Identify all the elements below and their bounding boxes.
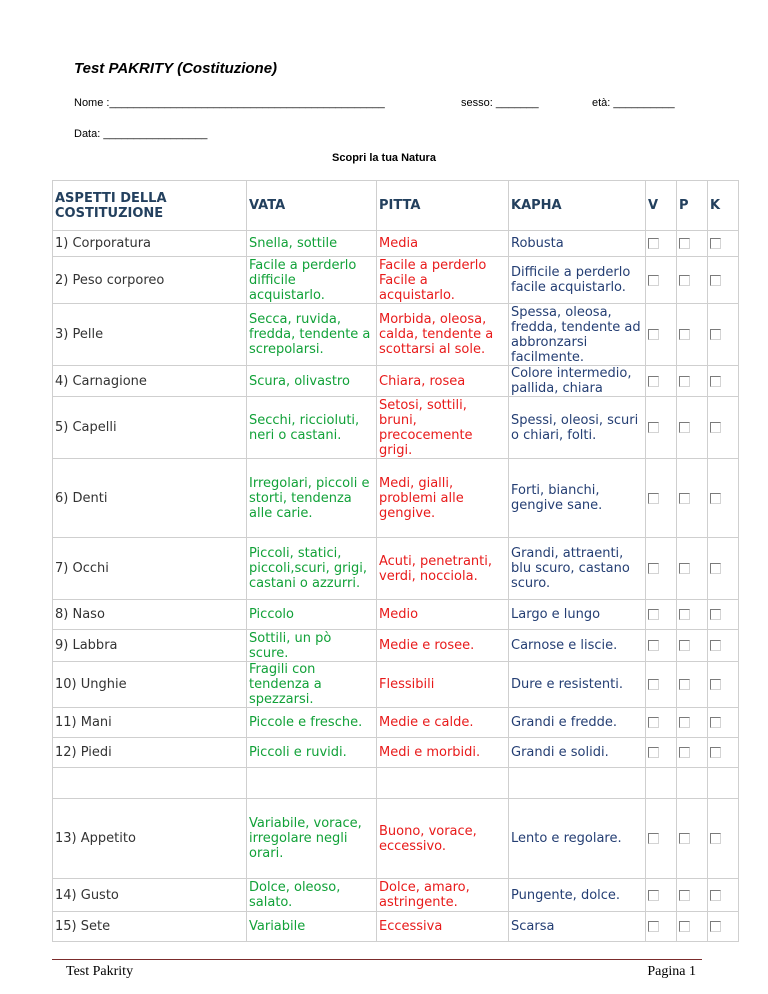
- kapha-checkbox[interactable]: [710, 238, 721, 249]
- vata-description: Piccoli, statici, piccoli,scuri, grigi, castani o azzurri.: [247, 538, 377, 600]
- kapha-description: Grandi e fredde.: [509, 708, 646, 738]
- kapha-description: Forti, bianchi, gengive sane.: [509, 459, 646, 538]
- aspect-label: 12) Piedi: [53, 738, 247, 768]
- kapha-description: Dure e resistenti.: [509, 662, 646, 708]
- vata-description: Variabile, vorace, irregolare negli orari.: [247, 799, 377, 879]
- footer-right: Pagina 1: [647, 964, 696, 979]
- pitta-description: Medio: [377, 600, 509, 630]
- vata-checkbox[interactable]: [648, 921, 659, 932]
- kapha-cell: [708, 662, 739, 708]
- pitta-cell: [677, 630, 708, 662]
- vata-cell: [646, 538, 677, 600]
- empty-cell: [708, 768, 739, 799]
- header-v: V: [646, 181, 677, 231]
- pitta-description: Medi e morbidi.: [377, 738, 509, 768]
- footer-left: Test Pakrity: [66, 964, 134, 979]
- pitta-description: Chiara, rosea: [377, 366, 509, 397]
- kapha-description: Lento e regolare.: [509, 799, 646, 879]
- vata-cell: [646, 879, 677, 912]
- kapha-checkbox[interactable]: [710, 833, 721, 844]
- vata-checkbox[interactable]: [648, 275, 659, 286]
- kapha-cell: [708, 912, 739, 942]
- aspect-label: 1) Corporatura: [53, 231, 247, 257]
- vata-checkbox[interactable]: [648, 563, 659, 574]
- date-field: Data: _________________: [74, 128, 208, 140]
- vata-checkbox[interactable]: [648, 717, 659, 728]
- kapha-description: Difficile a perderlo facile acquistarlo.: [509, 257, 646, 304]
- vata-description: Piccole e fresche.: [247, 708, 377, 738]
- vata-cell: [646, 662, 677, 708]
- kapha-cell: [708, 630, 739, 662]
- header-pitta: PITTA: [377, 181, 509, 231]
- kapha-description: Grandi e solidi.: [509, 738, 646, 768]
- pitta-description: Medi, gialli, problemi alle gengive.: [377, 459, 509, 538]
- empty-cell: [377, 768, 509, 799]
- pitta-description: Media: [377, 231, 509, 257]
- kapha-description: Carnose e liscie.: [509, 630, 646, 662]
- vata-cell: [646, 304, 677, 366]
- pitta-cell: [677, 708, 708, 738]
- pitta-checkbox[interactable]: [679, 238, 690, 249]
- pitta-description: Dolce, amaro, astringente.: [377, 879, 509, 912]
- vata-checkbox[interactable]: [648, 833, 659, 844]
- vata-description: Irregolari, piccoli e storti, tendenza alle carie.: [247, 459, 377, 538]
- sex-field: sesso: _______: [461, 97, 539, 109]
- table-row: [53, 397, 739, 459]
- pitta-cell: [677, 879, 708, 912]
- kapha-description: Scarsa: [509, 912, 646, 942]
- aspect-label: 15) Sete: [53, 912, 247, 942]
- header-k: K: [708, 181, 739, 231]
- name-field: Nome :_____________________________________________: [74, 97, 385, 109]
- kapha-checkbox[interactable]: [710, 679, 721, 690]
- vata-checkbox[interactable]: [648, 329, 659, 340]
- table-row: [53, 738, 739, 768]
- pitta-checkbox[interactable]: [679, 493, 690, 504]
- vata-description: Snella, sottile: [247, 231, 377, 257]
- vata-cell: [646, 459, 677, 538]
- pitta-description: Setosi, sottili, bruni, precocemente grigi.: [377, 397, 509, 459]
- kapha-cell: [708, 738, 739, 768]
- age-field: età: __________: [592, 97, 675, 109]
- section-subtitle: Scopri la tua Natura: [332, 152, 436, 164]
- pitta-checkbox[interactable]: [679, 717, 690, 728]
- vata-description: Variabile: [247, 912, 377, 942]
- kapha-cell: [708, 708, 739, 738]
- pitta-description: Eccessiva: [377, 912, 509, 942]
- vata-cell: [646, 366, 677, 397]
- pitta-cell: [677, 538, 708, 600]
- kapha-cell: [708, 397, 739, 459]
- vata-cell: [646, 708, 677, 738]
- aspect-label: 10) Unghie: [53, 662, 247, 708]
- table-row: [53, 459, 739, 538]
- kapha-checkbox[interactable]: [710, 275, 721, 286]
- pitta-cell: [677, 366, 708, 397]
- kapha-checkbox[interactable]: [710, 747, 721, 758]
- pitta-checkbox[interactable]: [679, 833, 690, 844]
- empty-cell: [53, 768, 247, 799]
- pitta-checkbox[interactable]: [679, 609, 690, 620]
- table-row: [53, 600, 739, 630]
- kapha-description: Grandi, attraenti, blu scuro, castano scuro.: [509, 538, 646, 600]
- kapha-cell: [708, 366, 739, 397]
- table-row: [53, 799, 739, 879]
- kapha-description: Spessa, oleosa, fredda, tendente ad abbronzarsi facilmente.: [509, 304, 646, 366]
- aspect-label: 13) Appetito: [53, 799, 247, 879]
- vata-description: Facile a perderlo difficile acquistarlo.: [247, 257, 377, 304]
- vata-cell: [646, 912, 677, 942]
- pitta-checkbox[interactable]: [679, 747, 690, 758]
- kapha-checkbox[interactable]: [710, 609, 721, 620]
- vata-cell: [646, 257, 677, 304]
- kapha-cell: [708, 538, 739, 600]
- vata-cell: [646, 799, 677, 879]
- footer-divider: [52, 959, 702, 960]
- vata-checkbox[interactable]: [648, 609, 659, 620]
- vata-checkbox[interactable]: [648, 679, 659, 690]
- kapha-cell: [708, 799, 739, 879]
- pitta-cell: [677, 231, 708, 257]
- kapha-checkbox[interactable]: [710, 890, 721, 901]
- aspect-label: 3) Pelle: [53, 304, 247, 366]
- document-title: Test PAKRITY (Costituzione): [74, 60, 278, 77]
- pitta-cell: [677, 662, 708, 708]
- kapha-checkbox[interactable]: [710, 717, 721, 728]
- pitta-description: Medie e rosee.: [377, 630, 509, 662]
- table-row: [53, 304, 739, 366]
- vata-cell: [646, 397, 677, 459]
- kapha-cell: [708, 879, 739, 912]
- pitta-description: Buono, vorace, eccessivo.: [377, 799, 509, 879]
- table-row: [53, 366, 739, 397]
- pitta-checkbox[interactable]: [679, 921, 690, 932]
- pitta-checkbox[interactable]: [679, 640, 690, 651]
- aspect-label: 5) Capelli: [53, 397, 247, 459]
- kapha-cell: [708, 231, 739, 257]
- kapha-checkbox[interactable]: [710, 329, 721, 340]
- vata-description: Secca, ruvida, fredda, tendente a screpolarsi.: [247, 304, 377, 366]
- pitta-cell: [677, 304, 708, 366]
- vata-description: Scura, olivastro: [247, 366, 377, 397]
- constitution-table: [52, 180, 739, 942]
- vata-checkbox[interactable]: [648, 890, 659, 901]
- kapha-description: Pungente, dolce.: [509, 879, 646, 912]
- pitta-description: Morbida, oleosa, calda, tendente a scottarsi al sole.: [377, 304, 509, 366]
- kapha-description: Colore intermedio, pallida, chiara: [509, 366, 646, 397]
- vata-checkbox[interactable]: [648, 493, 659, 504]
- table-row: [53, 879, 739, 912]
- kapha-checkbox[interactable]: [710, 376, 721, 387]
- pitta-cell: [677, 600, 708, 630]
- table-row: [53, 257, 739, 304]
- table-row: [53, 538, 739, 600]
- vata-description: Secchi, riccioluti, neri o castani.: [247, 397, 377, 459]
- vata-checkbox[interactable]: [648, 376, 659, 387]
- vata-description: Dolce, oleoso, salato.: [247, 879, 377, 912]
- pitta-checkbox[interactable]: [679, 275, 690, 286]
- kapha-description: Spessi, oleosi, scuri o chiari, folti.: [509, 397, 646, 459]
- header-p: P: [677, 181, 708, 231]
- vata-cell: [646, 600, 677, 630]
- table-header-row: [53, 181, 739, 231]
- vata-cell: [646, 231, 677, 257]
- aspect-label: 7) Occhi: [53, 538, 247, 600]
- pitta-cell: [677, 459, 708, 538]
- empty-cell: [509, 768, 646, 799]
- table-row: [53, 231, 739, 257]
- aspect-label: 14) Gusto: [53, 879, 247, 912]
- pitta-checkbox[interactable]: [679, 422, 690, 433]
- pitta-cell: [677, 912, 708, 942]
- header-aspect: ASPETTI DELLA COSTITUZIONE: [53, 181, 247, 231]
- kapha-checkbox[interactable]: [710, 640, 721, 651]
- vata-description: Piccolo: [247, 600, 377, 630]
- table-body: [53, 231, 739, 942]
- vata-checkbox[interactable]: [648, 640, 659, 651]
- pitta-description: Flessibili: [377, 662, 509, 708]
- empty-cell: [247, 768, 377, 799]
- aspect-label: 11) Mani: [53, 708, 247, 738]
- kapha-checkbox[interactable]: [710, 563, 721, 574]
- kapha-cell: [708, 600, 739, 630]
- aspect-label: 4) Carnagione: [53, 366, 247, 397]
- kapha-checkbox[interactable]: [710, 921, 721, 932]
- vata-description: Fragili con tendenza a spezzarsi.: [247, 662, 377, 708]
- empty-cell: [677, 768, 708, 799]
- pitta-checkbox[interactable]: [679, 679, 690, 690]
- kapha-cell: [708, 304, 739, 366]
- table-row: [53, 708, 739, 738]
- aspect-label: 2) Peso corporeo: [53, 257, 247, 304]
- table-row: [53, 630, 739, 662]
- pitta-checkbox[interactable]: [679, 329, 690, 340]
- pitta-cell: [677, 257, 708, 304]
- vata-cell: [646, 738, 677, 768]
- pitta-cell: [677, 738, 708, 768]
- pitta-description: Facile a perderlo Facile a acquistarlo.: [377, 257, 509, 304]
- vata-checkbox[interactable]: [648, 238, 659, 249]
- vata-description: Piccoli e ruvidi.: [247, 738, 377, 768]
- vata-checkbox[interactable]: [648, 422, 659, 433]
- pitta-cell: [677, 799, 708, 879]
- pitta-checkbox[interactable]: [679, 376, 690, 387]
- pitta-checkbox[interactable]: [679, 890, 690, 901]
- pitta-cell: [677, 397, 708, 459]
- kapha-checkbox[interactable]: [710, 422, 721, 433]
- kapha-cell: [708, 459, 739, 538]
- pitta-checkbox[interactable]: [679, 563, 690, 574]
- vata-description: Sottili, un pò scure.: [247, 630, 377, 662]
- kapha-cell: [708, 257, 739, 304]
- kapha-description: Robusta: [509, 231, 646, 257]
- pitta-description: Medie e calde.: [377, 708, 509, 738]
- kapha-checkbox[interactable]: [710, 493, 721, 504]
- header-vata: VATA: [247, 181, 377, 231]
- vata-checkbox[interactable]: [648, 747, 659, 758]
- separator-row: [53, 768, 739, 799]
- vata-cell: [646, 630, 677, 662]
- table-row: [53, 662, 739, 708]
- header-kapha: KAPHA: [509, 181, 646, 231]
- kapha-description: Largo e lungo: [509, 600, 646, 630]
- table-row: [53, 912, 739, 942]
- empty-cell: [646, 768, 677, 799]
- aspect-label: 6) Denti: [53, 459, 247, 538]
- pitta-description: Acuti, penetranti, verdi, nocciola.: [377, 538, 509, 600]
- aspect-label: 9) Labbra: [53, 630, 247, 662]
- aspect-label: 8) Naso: [53, 600, 247, 630]
